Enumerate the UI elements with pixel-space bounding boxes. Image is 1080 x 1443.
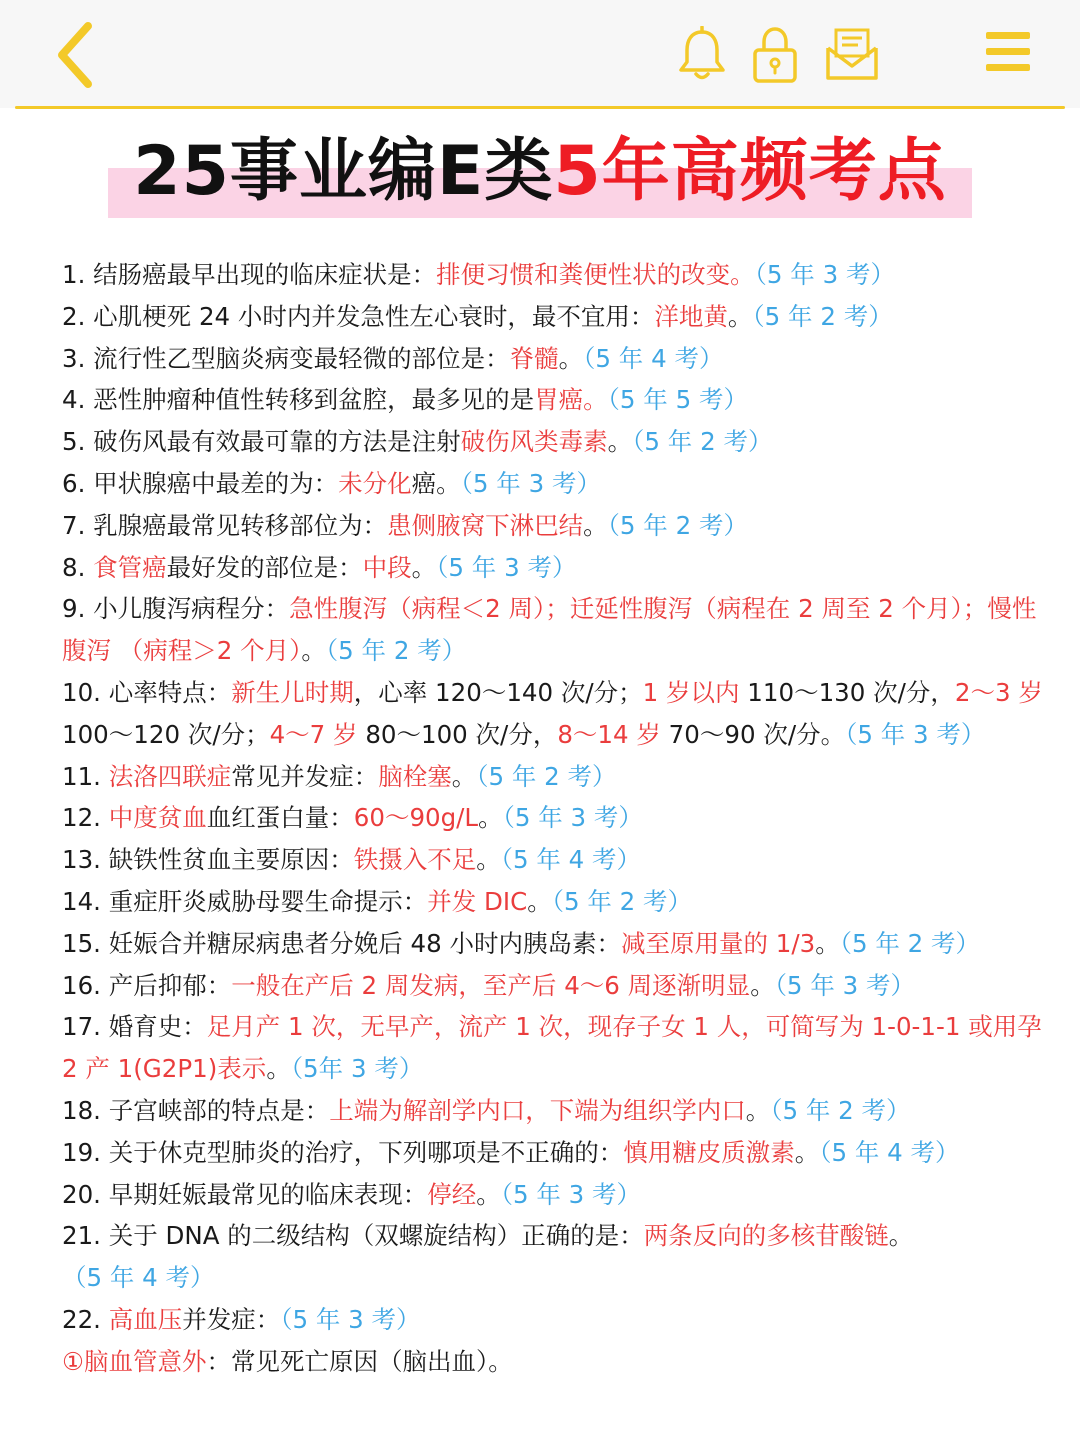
item-answer: 4～7 岁 (269, 719, 358, 749)
item-frequency: （5 年 2 考） (632, 427, 773, 457)
item-answer: 8～14 岁 (557, 719, 661, 749)
list-item (62, 756, 1047, 798)
item-frequency: （5 年 2 考） (770, 1095, 911, 1125)
item-text: 7. 乳腺癌最常见转移部位为： (62, 510, 388, 540)
item-text: 。 (476, 845, 501, 875)
list-item (62, 881, 1047, 923)
item-text: 。 (794, 1137, 820, 1167)
list-item (62, 1006, 1047, 1090)
item-frequency: （5 年 4 考） (819, 1137, 960, 1167)
item-text: 16. 产后抑郁： (62, 970, 232, 1000)
item-text: 70～90 次/分。 (660, 719, 846, 749)
item-answer: 排便习惯和粪便性状的改变。 (436, 260, 755, 289)
item-text: 。 (558, 343, 584, 373)
item-frequency: （5 年 3 考） (502, 803, 643, 833)
list-item (62, 463, 1047, 505)
top-navigation-bar (0, 0, 1080, 108)
item-frequency: （5 年 4 考） (583, 343, 724, 373)
title-part-black: 25事业编E类 (133, 132, 554, 211)
item-text: 2. 心肌梗死 24 小时内并发急性左心衰时，最不宜用： (62, 301, 655, 331)
item-answer: 食管癌 (93, 552, 167, 582)
item-text: ，心率 120～140 次/分； (353, 677, 643, 707)
list-item (62, 588, 1047, 672)
item-frequency: （5 年 3 考） (500, 1179, 642, 1209)
list-item (62, 547, 1047, 589)
list-item (62, 839, 1047, 881)
item-text: 。 (727, 301, 753, 331)
item-answer: 足月产 1 次，无早产，流产 1 次，现存子女 1 人，可简写为 1-0-1-1 或用孕 2 产 1(G2P1)表示 (62, 1012, 1042, 1084)
item-text: 。 (266, 1054, 291, 1084)
item-frequency: （5 年 3 考） (280, 1304, 421, 1334)
item-text: 。 (476, 1179, 501, 1209)
item-text: 20. 早期妊娠最常见的临床表现： (62, 1179, 428, 1209)
item-text: 最好发的部位是： (166, 552, 363, 582)
item-frequency: （5 年 2 考） (476, 761, 617, 791)
item-text: 6. 甲状腺癌中最差的为： (62, 468, 339, 498)
item-text: 常见并发症： (231, 761, 379, 791)
item-frequency: （5 年 4 考） (500, 845, 642, 875)
item-text: 。 (607, 427, 633, 457)
mail-icon[interactable] (824, 26, 880, 82)
item-frequency: （5 年 2 考） (839, 928, 981, 958)
item-text: 。 (451, 761, 477, 791)
list-item (62, 1215, 1047, 1299)
item-answer: 洋地黄 (654, 301, 728, 331)
item-text: 4. 恶性肿瘤种值性转移到盆腔，最多见的是 (62, 385, 535, 415)
menu-icon[interactable] (984, 30, 1032, 74)
item-answer: 铁摄入不足 (353, 845, 477, 875)
list-item (62, 1341, 1047, 1383)
key-points-list (62, 254, 1047, 1383)
list-item (62, 1299, 1047, 1341)
item-text: 5. 破伤风最有效最可靠的方法是注射 (62, 427, 461, 457)
item-answer: 中度贫血 (108, 803, 207, 833)
list-item (62, 379, 1047, 421)
item-text: 12. (62, 803, 109, 833)
item-answer: 胃癌。 (534, 385, 608, 415)
item-text: 。 (301, 636, 326, 666)
list-item (62, 1132, 1047, 1174)
item-text: 。 (583, 510, 608, 540)
list-item (62, 797, 1047, 839)
item-text: 9. 小儿腹泻病程分： (62, 594, 290, 624)
list-item (62, 254, 1047, 296)
item-frequency: （5年 3 考） (290, 1054, 424, 1084)
lock-icon[interactable] (750, 26, 800, 84)
item-text: 17. 婚育史： (62, 1012, 207, 1042)
item-frequency: （5 年 3 考） (436, 552, 577, 582)
item-answer: 脑栓塞 (378, 761, 452, 791)
item-text: 14. 重症肝炎威胁母婴生命提示： (62, 886, 428, 916)
chevron-left-icon[interactable] (50, 20, 100, 90)
item-text: 110～130 次/分， (739, 677, 955, 707)
item-text: 10. 心率特点： (62, 677, 232, 707)
list-item (62, 1090, 1047, 1132)
item-text: 22. (62, 1304, 109, 1334)
item-text: 21. 关于 DNA 的二级结构（双螺旋结构）正确的是： (62, 1221, 644, 1251)
bell-icon[interactable] (676, 26, 728, 82)
item-frequency: （5 年 3 考） (460, 468, 601, 498)
item-frequency: （5 年 5 考） (607, 385, 748, 415)
item-frequency: （5 年 3 考） (774, 970, 915, 1000)
item-text: 19. 关于休克型肺炎的治疗，下列哪项是不正确的： (62, 1137, 624, 1167)
list-item (62, 672, 1047, 756)
list-item (62, 1174, 1047, 1216)
item-text: 11. (62, 761, 109, 791)
item-text: 。 (411, 552, 437, 582)
item-text: 15. 妊娠合并糖尿病患者分娩后 48 小时内胰岛素： (62, 928, 621, 958)
item-answer: 患侧腋窝下淋巴结 (387, 510, 584, 540)
item-frequency: （5 年 2 考） (325, 636, 467, 666)
item-answer: 法洛四联症 (108, 761, 232, 791)
item-text: 。 (750, 970, 775, 1000)
item-answer: 脊髓 (509, 343, 559, 373)
item-answer: 停经 (427, 1179, 477, 1209)
item-text: 8. (62, 552, 94, 582)
item-text: 血红蛋白量： (206, 803, 354, 833)
item-text: 18. 子宫峡部的特点是： (62, 1095, 330, 1125)
list-item (62, 421, 1047, 463)
item-frequency: （5 年 2 考） (551, 886, 693, 916)
item-answer: 新生儿时期 (231, 677, 354, 707)
item-frequency: （5 年 2 考） (607, 510, 748, 540)
item-answer: 两条反向的多核苷酸链 (643, 1221, 889, 1251)
item-frequency: （5 年 3 考） (754, 260, 895, 289)
item-text: 。 (888, 1221, 914, 1251)
item-text: 。 (745, 1095, 771, 1125)
title-section (0, 108, 1080, 238)
item-frequency: （5 年 3 考） (845, 719, 986, 749)
list-item (62, 505, 1047, 547)
item-answer: 上端为解剖学内口，下端为组织学内口 (329, 1095, 746, 1125)
item-answer: 60～90g/L (353, 803, 479, 833)
item-text: 。 (527, 886, 552, 916)
item-text: 并发症： (182, 1304, 281, 1334)
item-frequency: （5 年 4 考） (62, 1263, 215, 1293)
item-answer: 急性腹泻（病程＜2 周）；迁延性腹泻（病程在 2 周至 2 个月）；慢性腹泻 （病程＞2 个月） (62, 594, 1037, 666)
item-text: 1. 结肠癌最早出现的临床症状是： (62, 260, 437, 289)
item-text: 100～120 次/分； (62, 719, 270, 749)
list-item (62, 296, 1047, 338)
item-text: ：常见死亡原因（脑出血）。 (206, 1346, 513, 1376)
item-answer: 并发 DIC (427, 886, 528, 916)
title-part-red: 5年高频考点 (553, 132, 947, 211)
item-answer: 未分化 (338, 468, 412, 498)
item-text: 癌。 (411, 468, 461, 498)
list-item (62, 338, 1047, 380)
item-text: 13. 缺铁性贫血主要原因： (62, 845, 354, 875)
list-item (62, 923, 1047, 965)
item-answer: 一般在产后 2 周发病，至产后 4～6 周逐渐明显 (231, 970, 751, 1000)
item-answer: 1 岁以内 (642, 677, 740, 707)
item-text: 。 (815, 928, 840, 958)
item-frequency: （5 年 2 考） (752, 301, 893, 331)
item-answer: 破伤风类毒素 (460, 427, 608, 457)
page-title (0, 128, 1080, 216)
item-answer: 中段 (362, 552, 412, 582)
item-answer: 高血压 (108, 1304, 183, 1334)
list-item (62, 965, 1047, 1007)
item-answer: 减至原用量的 1/3 (621, 928, 816, 958)
item-answer: ①脑血管意外 (62, 1346, 207, 1376)
item-text: 3. 流行性乙型脑炎病变最轻微的部位是： (62, 343, 510, 373)
item-text: 80～100 次/分， (357, 719, 558, 749)
item-text: 。 (478, 803, 503, 833)
item-answer: 2～3 岁 (954, 677, 1043, 707)
item-answer: 慎用糖皮质激素 (623, 1137, 795, 1167)
